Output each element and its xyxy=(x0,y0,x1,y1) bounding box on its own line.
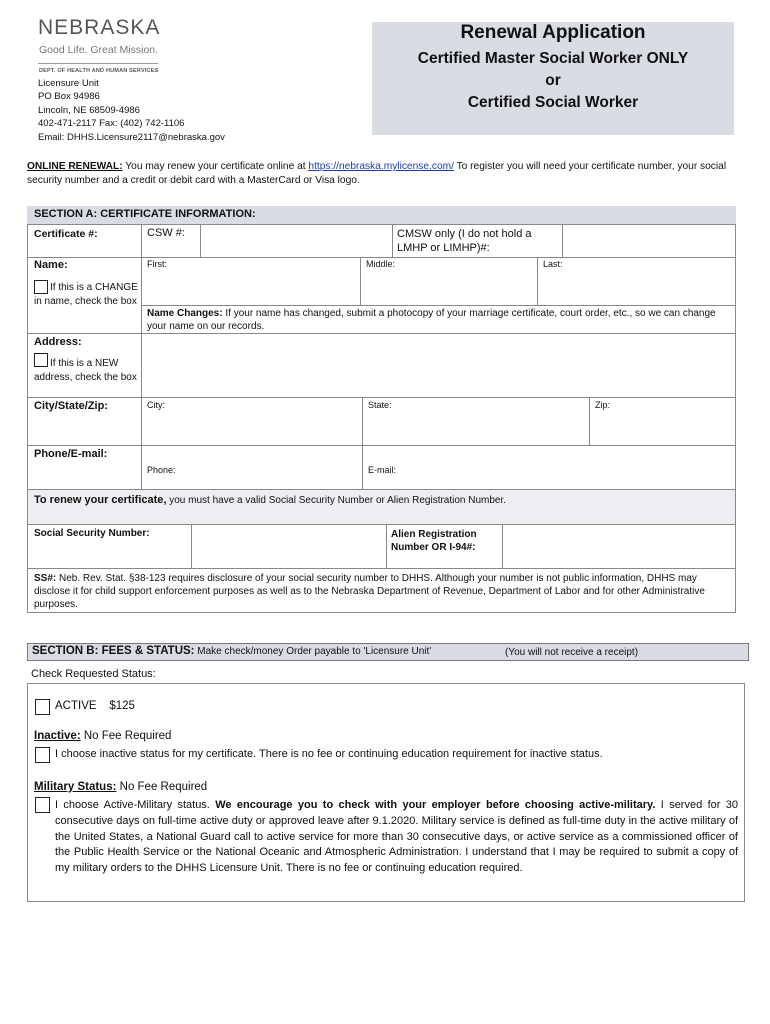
address-label: Address: xyxy=(34,336,82,348)
state-label: State: xyxy=(368,400,392,410)
alien-registration-label: Alien Registration Number OR I-94#: xyxy=(391,529,477,553)
middle-name-label: Middle: xyxy=(366,259,396,269)
grid-line xyxy=(386,524,387,568)
renew-note-text: you must have a valid Social Security Number or Alien Registration Number. xyxy=(166,495,507,506)
grid-line xyxy=(27,568,736,569)
address-line: Lincoln, NE 68509-4986 xyxy=(38,104,140,116)
inactive-heading xyxy=(34,730,171,742)
ss-disclosure-label: SS#: xyxy=(34,573,57,584)
zip-label: Zip: xyxy=(595,400,611,410)
renew-note xyxy=(34,494,506,506)
renewal-link[interactable]: https://nebraska.mylicense.com/ xyxy=(308,161,454,172)
middle-name-field[interactable] xyxy=(361,270,537,304)
name-change-instruction: If this is a CHANGE in name, check the box xyxy=(34,282,138,307)
inactive-fee: No Fee Required xyxy=(80,730,172,742)
logo-divider xyxy=(38,63,158,64)
active-option-label: ACTIVE $125 xyxy=(55,700,135,712)
grid-line xyxy=(141,305,736,306)
name-label: Name: xyxy=(34,259,68,271)
address-line: 402-471-2117 Fax: (402) 742-1106 xyxy=(38,118,185,130)
name-changes-note xyxy=(147,307,727,333)
email-label: E-mail: xyxy=(368,465,397,475)
first-name-label: First: xyxy=(147,259,167,269)
city-state-zip-label: City/State/Zip: xyxy=(34,400,108,412)
alien-registration-field[interactable] xyxy=(503,525,735,567)
receipt-note: (You will not receive a receipt) xyxy=(505,647,639,658)
subtitle-line: Certified Social Worker xyxy=(467,94,639,111)
logo-wordmark: NEBRASKA xyxy=(38,16,161,39)
address-line: Email: DHHS.Licensure2117@nebraska.gov xyxy=(38,131,225,143)
form-subtitle xyxy=(372,48,734,114)
subtitle-line: or xyxy=(545,72,561,89)
phone-field[interactable] xyxy=(180,455,361,488)
military-checkbox[interactable] xyxy=(35,797,50,813)
cmsw-label: CMSW only (I do not hold a LMHP or LIMHP)#: xyxy=(397,228,532,254)
first-name-field[interactable] xyxy=(142,270,360,304)
ss-disclosure xyxy=(34,572,724,611)
payable-note: Make check/money Order payable to 'Licensure Unit' xyxy=(194,646,432,657)
logo-dept: DEPT. OF HEALTH AND HUMAN SERVICES xyxy=(39,68,159,74)
online-text-1: You may renew your certificate online at xyxy=(122,161,309,172)
military-fee: No Fee Required xyxy=(116,781,208,793)
section-b-title: SECTION B: FEES & STATUS: xyxy=(32,645,195,657)
certificate-label: Certificate #: xyxy=(34,228,98,240)
grid-line xyxy=(27,445,736,446)
online-renewal-label: ONLINE RENEWAL: xyxy=(27,161,123,172)
military-text-1: I choose Active-Military status. xyxy=(55,799,216,811)
grid-line xyxy=(392,224,393,257)
ssn-label: Social Security Number: xyxy=(34,528,150,539)
ss-disclosure-text: Neb. Rev. Stat. §38-123 requires disclosure of your social security number to DHHS. Although your number is not public information, DHHS may disclose it for child support enforcement purposes as well as to the Nebraska Department of Revenue, Department of Labor and for other Administrative purposes. xyxy=(34,573,705,610)
ssn-field[interactable] xyxy=(192,525,385,567)
name-changes-text: If your name has changed, submit a photocopy of your marriage certificate, court order, etc., so we can change your name on our records. xyxy=(147,308,716,332)
active-checkbox[interactable] xyxy=(35,699,50,715)
military-heading xyxy=(34,781,207,793)
logo-tagline: Good Life. Great Mission. xyxy=(39,44,159,56)
zip-field[interactable] xyxy=(590,411,735,444)
military-bold: We encourage you to check with your employer before choosing active-military. xyxy=(215,799,656,811)
grid-line xyxy=(27,397,736,398)
renew-note-bold: To renew your certificate, xyxy=(34,494,167,506)
last-name-field[interactable] xyxy=(538,270,735,304)
military-text-2: I served for 30 consecutive days on full-time active duty or approved leave after 9.1.2020. Military service is defined as full-time duty in the active military of the United States, a National Guard call to active service for more than 30 consecutive days, or active service as a commissioned officer of the Public Health Service or the National Oceanic and Atmospheric Administration. I understand that I may be required to submit a copy of my military orders to the DHHS Licensure Unit. There is no fee or continuing education required. xyxy=(55,799,739,875)
state-field[interactable] xyxy=(363,411,588,444)
grid-line xyxy=(362,445,363,489)
phone-label: Phone: xyxy=(147,465,176,475)
online-text-2: To register you will need your certificate number, your social security number and a credit or debit card with a MasterCard or Visa logo. xyxy=(27,161,727,186)
military-label: Military Status: xyxy=(34,781,117,793)
address-line: PO Box 94986 xyxy=(38,91,100,103)
inactive-checkbox[interactable] xyxy=(35,747,50,763)
address-line: Licensure Unit xyxy=(38,78,99,89)
online-renewal-note xyxy=(27,160,739,188)
email-field[interactable] xyxy=(405,455,735,488)
cmsw-number-field[interactable] xyxy=(563,225,735,256)
inactive-text: I choose inactive status for my certificate. There is no fee or continuing education requirement for inactive status. xyxy=(55,748,603,760)
csw-label: CSW #: xyxy=(147,227,185,239)
name-changes-label: Name Changes: xyxy=(147,308,223,319)
section-a-title: SECTION A: CERTIFICATE INFORMATION: xyxy=(34,208,256,220)
mailing-address xyxy=(38,77,225,144)
check-status-label: Check Requested Status: xyxy=(31,668,156,680)
csw-number-field[interactable] xyxy=(201,225,391,256)
last-name-label: Last: xyxy=(543,259,563,269)
grid-line xyxy=(27,257,736,258)
city-label: City: xyxy=(147,400,165,410)
phone-email-label: Phone/E-mail: xyxy=(34,448,108,460)
inactive-label: Inactive: xyxy=(34,730,81,742)
section-b-title-row xyxy=(32,645,431,657)
address-field[interactable] xyxy=(142,334,735,396)
form-title: Renewal Application xyxy=(460,22,646,43)
new-address-instruction: If this is a NEW address, check the box xyxy=(34,358,137,383)
subtitle-line: Certified Master Social Worker ONLY xyxy=(417,50,689,67)
military-text xyxy=(55,798,738,877)
city-field[interactable] xyxy=(142,411,361,444)
